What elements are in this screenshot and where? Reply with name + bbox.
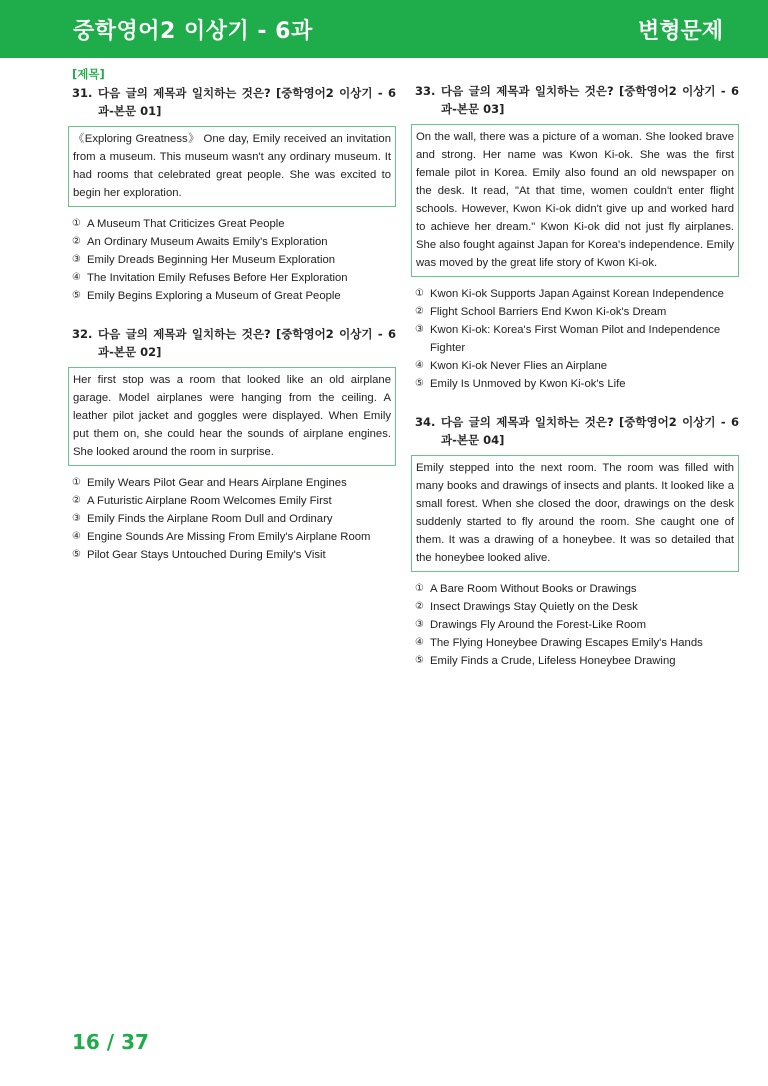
question-prompt [72, 84, 396, 120]
option-mark: ① [72, 218, 81, 229]
option-text: A Museum That Criticizes Great People [87, 218, 285, 230]
worksheet-type-label: 변형문제 [637, 19, 723, 44]
option-text: Flight School Barriers End Kwon Ki-ok's Dream [430, 306, 667, 318]
passage-box: On the wall, there was a picture of a woman. She looked brave and strong. Her name was Kwon Ki-ok. She was the first female pilot in Korea. Emily also found an old newspaper on the desk. It read, "At that time, women couldn't enter flight schools. However, Kwon Ki-ok didn't give up and worked hard to achieve her dream." Kwon Ki-ok did not just fly airplanes. She also fought against Japan for Korea's independence. Emily was moved by the great life story of Kwon Ki-ok. [411, 124, 739, 277]
option-mark: ② [72, 236, 81, 247]
question-prompt [72, 325, 396, 361]
option-text: Emily Wears Pilot Gear and Hears Airplane Engines [87, 477, 347, 489]
answer-option[interactable] [72, 546, 396, 564]
option-mark: ① [72, 477, 81, 488]
option-text: Emily Begins Exploring a Museum of Great People [87, 290, 341, 302]
option-mark: ⑤ [415, 378, 424, 389]
answer-options [72, 215, 396, 305]
option-mark: ③ [72, 513, 81, 524]
answer-option[interactable] [415, 598, 739, 616]
option-mark: ② [415, 601, 424, 612]
option-mark: ① [415, 288, 424, 299]
option-mark: ③ [415, 619, 424, 630]
option-text: Insect Drawings Stay Quietly on the Desk [430, 601, 638, 613]
option-text: Emily Finds the Airplane Room Dull and Ordinary [87, 513, 333, 525]
option-text: An Ordinary Museum Awaits Emily's Exploration [87, 236, 328, 248]
answer-option[interactable] [415, 303, 739, 321]
answer-option[interactable] [72, 287, 396, 305]
option-text: Pilot Gear Stays Untouched During Emily's Visit [87, 549, 326, 561]
option-mark: ④ [415, 637, 424, 648]
option-mark: ③ [72, 254, 81, 265]
option-text: The Invitation Emily Refuses Before Her Exploration [87, 272, 348, 284]
question-text: 다음 글의 제목과 일치하는 것은? [중학영어2 이상기 - 6과-본문 04] [441, 415, 739, 447]
question-number: 33. [415, 84, 436, 98]
option-mark: ③ [415, 324, 424, 335]
option-text: Kwon Ki-ok Supports Japan Against Korean Independence [430, 288, 724, 300]
question-31 [72, 84, 396, 305]
option-text: Kwon Ki-ok Never Flies an Airplane [430, 360, 608, 372]
question-34 [415, 413, 739, 670]
question-32 [72, 325, 396, 564]
option-text: A Futuristic Airplane Room Welcomes Emily First [87, 495, 332, 507]
option-mark: ② [72, 495, 81, 506]
question-prompt [415, 82, 739, 118]
option-text: Emily Finds a Crude, Lifeless Honeybee Drawing [430, 655, 676, 667]
passage-box: 《Exploring Greatness》 One day, Emily received an invitation from a museum. This museum wasn't any ordinary museum. It had rooms that celebrated great people. She was excited to begin her exploration. [68, 126, 396, 207]
answer-option[interactable] [72, 233, 396, 251]
option-mark: ⑤ [72, 290, 81, 301]
answer-options [415, 580, 739, 670]
answer-option[interactable] [415, 580, 739, 598]
option-text: Emily Dreads Beginning Her Museum Exploration [87, 254, 336, 266]
option-mark: ⑤ [72, 549, 81, 560]
option-text: A Bare Room Without Books or Drawings [430, 583, 637, 595]
option-text: The Flying Honeybee Drawing Escapes Emily's Hands [430, 637, 703, 649]
answer-options [415, 285, 739, 393]
answer-option[interactable] [72, 474, 396, 492]
page-number: 16 / 37 [72, 1030, 149, 1054]
answer-option[interactable] [415, 357, 739, 375]
answer-option[interactable] [72, 510, 396, 528]
option-mark: ① [415, 583, 424, 594]
answer-option[interactable] [72, 251, 396, 269]
answer-option[interactable] [72, 215, 396, 233]
question-number: 31. [72, 86, 93, 100]
option-text: Drawings Fly Around the Forest-Like Room [430, 619, 646, 631]
option-mark: ② [415, 306, 424, 317]
question-text: 다음 글의 제목과 일치하는 것은? [중학영어2 이상기 - 6과-본문 02] [98, 327, 396, 359]
question-number: 32. [72, 327, 93, 341]
right-column [415, 66, 739, 670]
passage-box: Her first stop was a room that looked like an old airplane garage. Model airplanes were hanging from the ceiling. A leather pilot jacket and goggles were displayed. When Emily put them on, she could hear the sounds of airplane engines. She looked around the room in surprise. [68, 367, 396, 466]
answer-option[interactable] [72, 269, 396, 287]
answer-option[interactable] [415, 321, 739, 357]
answer-option[interactable] [72, 528, 396, 546]
option-mark: ④ [415, 360, 424, 371]
option-text: Emily Is Unmoved by Kwon Ki-ok's Life [430, 378, 626, 390]
page-title: 중학영어2 이상기 - 6과 [73, 19, 313, 44]
answer-option[interactable] [415, 285, 739, 303]
answer-options [72, 474, 396, 564]
section-tag: [제목] [72, 67, 105, 81]
question-number: 34. [415, 415, 436, 429]
answer-option[interactable] [415, 375, 739, 393]
question-text: 다음 글의 제목과 일치하는 것은? [중학영어2 이상기 - 6과-본문 03] [441, 84, 739, 116]
option-mark: ④ [72, 272, 81, 283]
option-mark: ⑤ [415, 655, 424, 666]
answer-option[interactable] [415, 652, 739, 670]
answer-option[interactable] [415, 616, 739, 634]
question-prompt [415, 413, 739, 449]
passage-box: Emily stepped into the next room. The room was filled with many books and drawings of insects and plants. It looked like a small forest. When she closed the door, drawings on the desk suddenly started to fly around the room. She caught one of them. It was a drawing of a honeybee. It was so detailed that the honeybee looked alive. [411, 455, 739, 572]
option-text: Engine Sounds Are Missing From Emily's Airplane Room [87, 531, 371, 543]
option-text: Kwon Ki-ok: Korea's First Woman Pilot and Independence Fighter [430, 324, 721, 354]
page-header [0, 0, 768, 58]
answer-option[interactable] [72, 492, 396, 510]
option-mark: ④ [72, 531, 81, 542]
answer-option[interactable] [415, 634, 739, 652]
question-33 [415, 82, 739, 393]
left-column [72, 66, 396, 564]
question-text: 다음 글의 제목과 일치하는 것은? [중학영어2 이상기 - 6과-본문 01] [98, 86, 396, 118]
